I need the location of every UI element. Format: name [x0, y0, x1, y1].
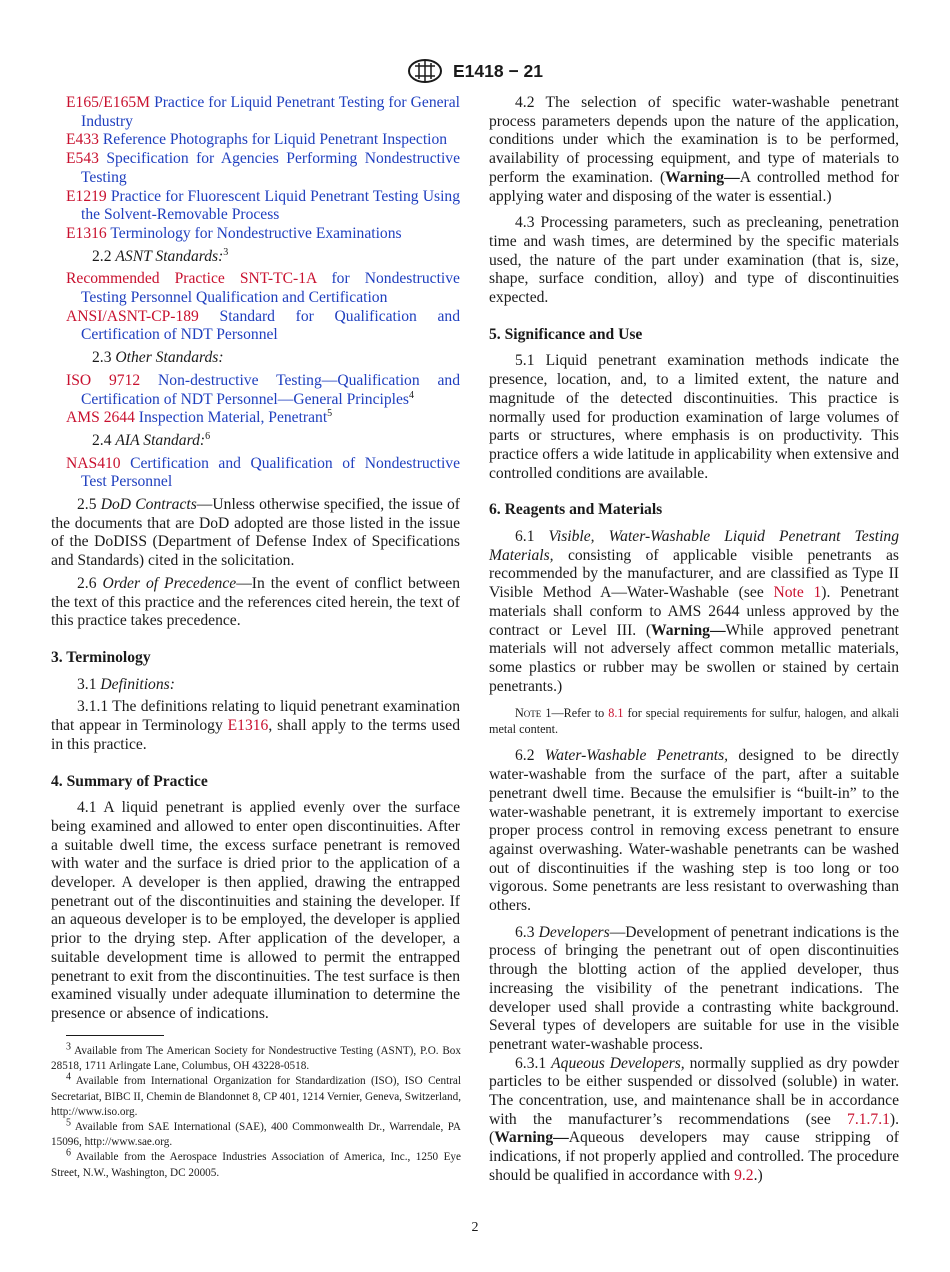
reference-item	[66, 150, 460, 187]
paragraph-4-1: 4.1 A liquid penetrant is applied evenly over the surface being examined and allowed to enter open discontinuities. After a suitable dwell time, the excess surface penetrant is removed with water and the surface is dried prior to the application of a developer. A developer is then applied, drawing the entrapped penetrant out of the discontinuities and staining the developer. If an aqueous developer is to be employed, the developer is applied prior to the drying step. After application of the developer, a suitable development time is allowed to permit the entrapped penetrant to exit from the discontinuities. The test surface is then examined visually under adequate illumination to determine the presence or absence of indications.	[51, 799, 460, 1022]
reference-item	[66, 94, 460, 131]
footnote: $^5$ Available from SAE International (SAE), 400 Commonwealth Dr., Warrendale, PA 15096, http://www.sae.org.	[51, 1117, 461, 1149]
right-column	[489, 94, 899, 1186]
footnote: $^4$ Available from International Organization for Standardization (ISO), ISO Central Secretariat, BIBC II, Chemin de Blandonnet 8, CP 401, 1214 Vernier, Geneva, Switzerland, http://www.iso.org.	[51, 1071, 461, 1118]
note-1: Note 1—Refer to 8.1 for special requirements for sulfur, halogen, and alkali metal content.	[489, 706, 900, 737]
page-number: 2	[471, 1220, 479, 1235]
reference-code-link[interactable]: AMS 2644	[66, 409, 135, 427]
reference-title-link[interactable]: for Nondestructive Testing Personnel Qualification and Certification	[81, 270, 460, 307]
reference-code-link[interactable]: E165/E165M	[66, 94, 151, 111]
footnote: $^6$ Available from the Aerospace Industries Association of America, Inc., 1250 Eye Street, N.W., Washington, DC 20005.	[51, 1147, 461, 1179]
reference-code-link[interactable]: NAS410	[66, 454, 121, 472]
reference-title-link[interactable]: Specification for Agencies Performing Nondestructive Testing	[81, 150, 460, 186]
paragraph-6-2: 6.2 Water-Washable Penetrants, designed to be directly water-washable from the surface of the part, after a suitable penetrant dwell time. Because the emulsifier is “built-in” to the water-washable penetrant, it is extremely important to exercise proper process control in removing excess penetrant to ensure against overwashing. Water-washable penetrants can be washed out of discontinuities if the washing step is too long or too vigorous. Some penetrants are less resistant to overwashing than others.	[489, 747, 899, 915]
reference-title-link[interactable]: Practice for Fluorescent Liquid Penetrant Testing Using the Solvent-Removable Process	[81, 187, 461, 224]
cross-reference-link[interactable]: Note 1	[773, 584, 822, 602]
subsection-heading: 2.2 ASNT Standards:$^3$	[92, 246, 229, 265]
reference-item	[66, 188, 460, 225]
reference-title-link[interactable]: Non-destructive Testing—Qualification and Certification of NDT Personnel—General Principles	[81, 371, 460, 408]
reference-code-link[interactable]: E433	[66, 131, 99, 149]
section-heading: 3. Terminology	[51, 648, 151, 666]
reference-item	[66, 131, 460, 150]
reference-code-link[interactable]: ANSI/ASNT-CP-189	[66, 307, 199, 325]
reference-title-link[interactable]: Practice for Liquid Penetrant Testing for General Industry	[81, 94, 460, 130]
reference-item	[66, 270, 460, 307]
document-designation: E1418 − 21	[452, 60, 543, 81]
reference-item: AMS 2644 Inspection Material, Penetrant$^5$	[66, 408, 333, 427]
reference-item	[66, 225, 460, 244]
paragraph-3-1-1: 3.1.1 The definitions relating to liquid penetrant examination that appear in Terminology E1316, shall apply to the terms used in this practice.	[51, 698, 460, 753]
reference-title-link[interactable]: Inspection Material, Penetrant	[138, 409, 328, 427]
page-header	[0, 58, 950, 84]
paragraph-6-3-1: 6.3.1 Aqueous Developers, normally supplied as dry powder particles to be either suspended or dissolved (soluble) in water. The concentration, use, and maintenance shall be in accordance with the manufacturer’s recommendations (see 7.1.7.1). (Warning—Aqueous developers may cause stripping of indications, if not properly applied and controlled. The procedure should be qualified in accordance with 9.2.)	[489, 1054, 899, 1184]
reference-item: ISO 9712 Non-destructive Testing—Qualification and Certification of NDT Personnel—General Principles$^4$	[66, 371, 460, 408]
reference-code-link[interactable]: E1316	[66, 224, 107, 242]
cross-reference-link[interactable]: E1316	[227, 717, 269, 735]
footnote-divider	[66, 1035, 164, 1036]
paragraph-5-1: 5.1 Liquid penetrant examination methods indicate the presence, location, and, to a limited extent, the nature and magnitude of the detected discontinuities. This practice is normally used for production examination of large volumes of parts or structures, where emphasis is on productivity. This practice offers a wide latitude in applicability when extensive and controlled conditions are available.	[489, 352, 899, 482]
footnote: $^3$ Available from The American Society for Nondestructive Testing (ASNT), P.O. Box 28518, 1711 Arlingate Lane, Columbus, OH 43228-0518.	[51, 1041, 461, 1073]
cross-reference-link[interactable]: 7.1.7.1	[847, 1110, 890, 1128]
paragraph-3-1: 3.1 Definitions:	[77, 675, 175, 693]
reference-title-link[interactable]: Standard for Qualification and Certification of NDT Personnel	[81, 307, 460, 344]
left-column	[51, 94, 461, 1024]
reference-title-link[interactable]: Reference Photographs for Liquid Penetrant Inspection	[102, 131, 448, 149]
reference-item	[66, 308, 460, 345]
reference-code-link[interactable]: E543	[66, 150, 99, 168]
reference-title-link[interactable]: Certification and Qualification of Nondestructive Test Personnel	[81, 454, 460, 491]
paragraph-4-2: 4.2 The selection of specific water-washable penetrant process parameters depends upon the nature of the application, conditions under which the examination is to be performed, availability of processing equipment, and type of materials to perform the examination. (Warning—A controlled method for applying water and disposing of the water is essential.)	[489, 94, 899, 205]
cross-reference-link[interactable]: 9.2	[734, 1166, 754, 1184]
cross-reference-link[interactable]: 8.1	[608, 706, 624, 721]
section-heading: 4. Summary of Practice	[51, 772, 208, 790]
section-heading: 6. Reagents and Materials	[489, 501, 663, 519]
astm-logo-icon	[407, 58, 443, 84]
reference-code-link[interactable]: ISO 9712	[66, 371, 141, 389]
footnotes	[51, 1035, 461, 1181]
reference-title-link[interactable]: Terminology for Nondestructive Examinations	[110, 224, 402, 242]
reference-code-link[interactable]: E1219	[66, 187, 107, 205]
paragraph-4-3: 4.3 Processing parameters, such as precleaning, penetration time and wash times, are determined by the specific materials used, the nature of the part under examination (that is, size, shape, surface condition, alloy) and type of discontinuities expected.	[489, 214, 899, 307]
section-heading: 5. Significance and Use	[489, 325, 643, 343]
paragraph-6-1: 6.1 Visible, Water-Washable Liquid Penetrant Testing Materials, consisting of applicable visible penetrants as recommended by the manufacturer, and are classified as Type II Visible Method A—Water-Washable (see Note 1). Penetrant materials shall conform to AMS 2644 unless approved by the contract or Level III. (Warning—While approved penetrant materials will not adversely affect common metallic materials, some plastics or rubber may be swollen or stained by certain penetrants.)	[489, 528, 899, 695]
reference-item	[66, 455, 460, 492]
subsection-heading: 2.4 AIA Standard:$^6$	[92, 430, 211, 449]
paragraph-6-3: 6.3 Developers—Development of penetrant indications is the process of bringing the penetrant out of open discontinuities through the blotting action of the applied developer, thus increasing the visibility of the penetrant indications. The developer used shall provide a contrasting white background. Several types of developers are suitable for use in the visible penetrant water-washable process.	[489, 923, 899, 1053]
paragraph-2-6: 2.6 Order of Precedence—In the event of conflict between the text of this practice and the references cited herein, the text of this practice takes precedence.	[51, 574, 460, 630]
subsection-heading: 2.3 Other Standards:	[92, 349, 224, 367]
reference-code-link[interactable]: Recommended Practice SNT-TC-1A	[66, 270, 317, 288]
paragraph-2-5: 2.5 DoD Contracts—Unless otherwise specified, the issue of the documents that are DoD adopted are those listed in the issue of the DoDISS (Department of Defense Index of Specifications and Standards) cited in the solicitation.	[51, 496, 460, 570]
